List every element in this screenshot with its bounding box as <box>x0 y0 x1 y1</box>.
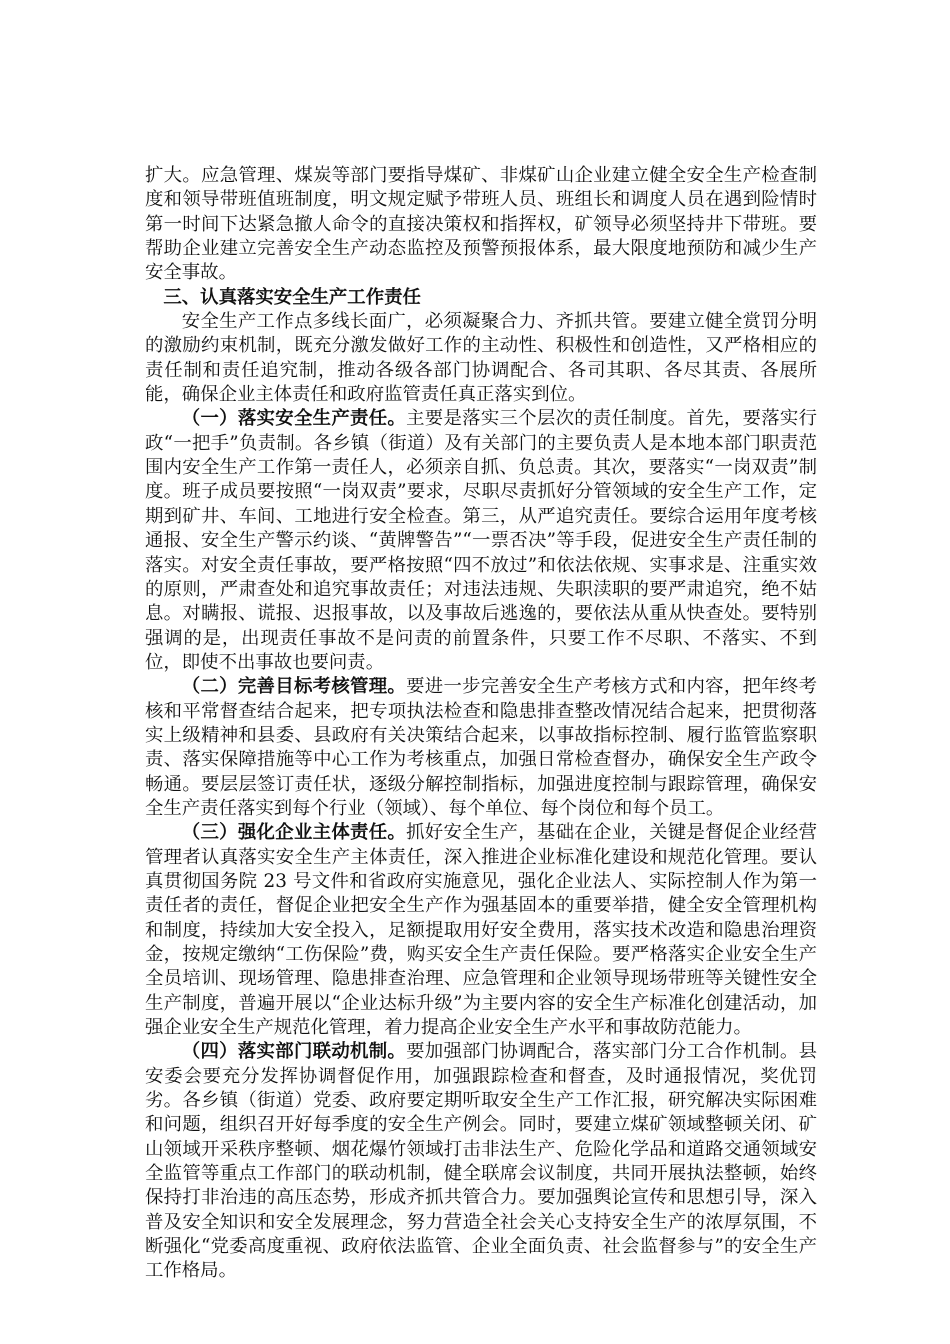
subsection-two-title: （二）完善目标考核管理。 <box>181 676 407 698</box>
subsection-two <box>145 675 817 821</box>
section-heading-three: 三、认真落实安全生产工作责任 <box>163 286 421 308</box>
document-page <box>145 164 817 1284</box>
subsection-one-title: （一）落实安全生产责任。 <box>181 408 407 430</box>
subsection-four <box>145 1040 817 1283</box>
subsection-four-title: （四）落实部门联动机制。 <box>181 1041 407 1063</box>
subsection-four-body: 要加强部门协调配合，落实部门分工合作机制。县安委会要充分发挥协调督促作用，加强跟踪检查和督查，及时通报情况，奖优罚劣。各乡镇（街道）党委、政府要定期听取安全生产工作汇报，研究解决实际困难和问题，组织召开好每季度的安全生产例会。同时，要建立煤矿领域整顿关闭、矿山领域开采秩序整顿、烟花爆竹领域打击非法生产、危险化学品和道路交通领域安全监管等重点工作部门的联动机制，健全联席会议制度，共同开展执法整顿，始终保持打非治违的高压态势，形成齐抓共管合力。要加强舆论宣传和思想引导，深入普及安全知识和安全发展理念，努力营造全社会关心支持安全生产的浓厚氛围，不断强化“党委高度重视、政府依法监管、企业全面负责、社会监督参与”的安全生产工作格局。 <box>145 1041 817 1282</box>
subsection-one <box>145 407 817 675</box>
paragraph-continuation: 扩大。应急管理、煤炭等部门要指导煤矿、非煤矿山企业建立健全安全生产检查制度和领导带班值班制度，明文规定赋予带班人员、班组长和调度人员在遇到险情时第一时间下达紧急撤人命令的直接决策权和指挥权，矿领导必须坚持井下带班。要帮助企业建立完善安全生产动态监控及预警预报体系，最大限度地预防和减少生产安全事故。 <box>145 165 817 284</box>
subsection-three <box>145 821 817 1040</box>
paragraph-section-intro: 安全生产工作点多线长面广，必须凝聚合力、齐抓共管。要建立健全赏罚分明的激励约束机制，既充分激发做好工作的主动性、积极性和创造性，又严格相应的责任制和责任追究制，推动各级各部门协调配合、各司其职、各尽其责、各展所能，确保企业主体责任和政府监管责任真正落实到位。 <box>145 311 817 406</box>
subsection-three-title: （三）强化企业主体责任。 <box>181 822 407 844</box>
subsection-three-body: 抓好安全生产，基础在企业，关键是督促企业经营管理者认真落实安全生产主体责任，深入推进企业标准化建设和规范化管理。要认真贯彻国务院 23 号文件和省政府实施意见，强化企业法人、实际控制人作为第一责任者的责任，督促企业把安全生产作为强基固本的重要举措，健全安全管理机构和制度，持续加大安全投入，足额提取用好安全费用，落实技术改造和隐患治理资金，按规定缴纳“工伤保险”费，购买安全生产责任保险。要严格落实企业安全生产全员培训、现场管理、隐患排查治理、应急管理和企业领导现场带班等关键性安全生产制度，普遍开展以“企业达标升级”为主要内容的安全生产标准化创建活动，加强企业安全生产规范化管理，着力提高企业安全生产水平和事故防范能力。 <box>145 822 817 1039</box>
subsection-two-body: 要进一步完善安全生产考核方式和内容，把年终考核和平常督查结合起来，把专项执法检查和隐患排查整改情况结合起来，把贯彻落实上级精神和县委、县政府有关决策结合起来，以事故指标控制、履行监管监察职责、落实保障措施等中心工作为考核重点，加强日常检查督办，确保安全生产政令畅通。要层层签订责任状，逐级分解控制指标，加强进度控制与跟踪管理，确保安全生产责任落实到每个行业（领域）、每个单位、每个岗位和每个员工。 <box>145 676 817 819</box>
subsection-one-body: 主要是落实三个层次的责任制度。首先，要落实行政“一把手”负责制。各乡镇（街道）及有关部门的主要负责人是本地本部门职责范围内安全生产工作第一责任人，必须亲自抓、负总责。其次，要落实“一岗双责”制度。班子成员要按照“一岗双责”要求，尽职尽责抓好分管领域的安全生产工作，定期到矿井、车间、工地进行安全检查。第三，从严追究责任。要综合运用年度考核通报、安全生产警示约谈、“黄牌警告”“一票否决”等手段，促进安全生产责任制的落实。对安全责任事故，要严格按照“四不放过”和依法依规、实事求是、注重实效的原则，严肃查处和追究事故责任；对违法违规、失职渎职的要严肃追究，绝不姑息。对瞒报、谎报、迟报事故，以及事故后逃逸的，要依法从重从快查处。要特别强调的是，出现责任事故不是问责的前置条件，只要工作不尽职、不落实、不到位，即使不出事故也要问责。 <box>145 408 817 673</box>
